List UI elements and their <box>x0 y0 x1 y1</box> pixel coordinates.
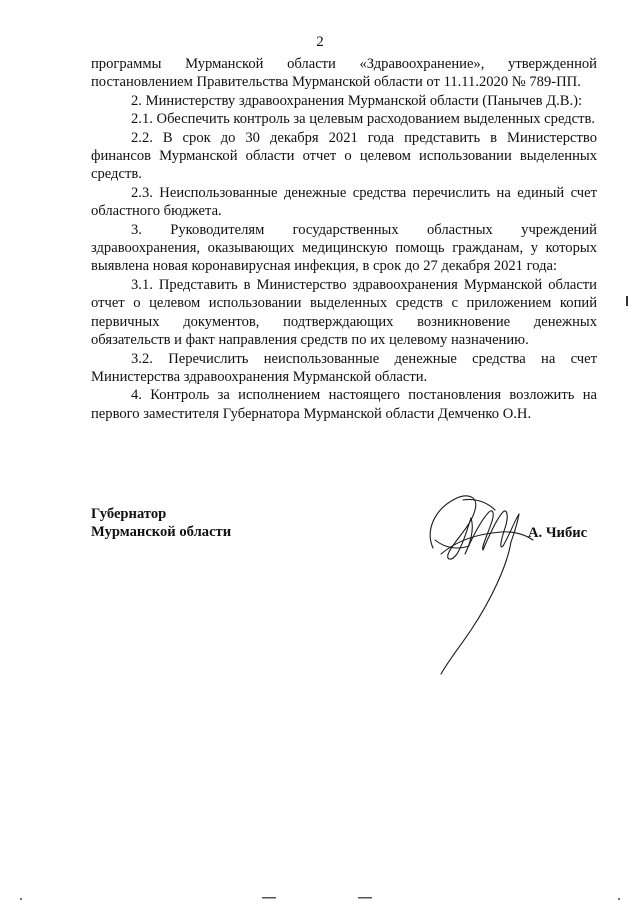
signatory-position-line1: Губернатор <box>91 506 167 522</box>
paragraph-item-4: 4. Контроль за исполнением настоящего постановления возложить на первого заместителя Губернатора Мурманской области Демченко О.Н. <box>91 387 597 422</box>
paragraph-item-2-1: 2.1. Обеспечить контроль за целевым расходованием выделенных средств. <box>131 111 596 128</box>
signatory-position <box>91 505 231 542</box>
paragraph-continuation: программы Мурманской области «Здравоохранение», утвержденной постановлением Правительства Мурманской области от 11.11.2020 № 789-ПП. <box>91 56 597 91</box>
document-body <box>91 55 597 423</box>
paragraph-item-2-2: 2.2. В срок до 30 декабря 2021 года представить в Министерство финансов Мурманской области отчет о целевом использовании выделенных средств. <box>91 129 597 183</box>
page-number: 2 <box>316 34 324 50</box>
paragraph-item-3-2: 3.2. Перечислить неиспользованные денежные средства на счет Министерства здравоохранения Мурманской области. <box>91 350 597 385</box>
handwritten-signature <box>405 470 545 680</box>
paragraph-item-3-1: 3.1. Представить в Министерство здравоохранения Мурманской области отчет о целевом использовании выделенных средств с приложением копий первичных документов, подтверждающих возникновение денежных обязательств и факт направления средств по их целевому назначению. <box>91 276 597 349</box>
paragraph-item-3: 3. Руководителям государственных областных учреждений здравоохранения, оказывающих медицинскую помощь гражданам, у которых выявлена новая коронавирусная инфекция, в срок до 27 декабря 2021 года: <box>91 221 597 275</box>
scan-edge-marks <box>0 896 640 902</box>
signatory-name: А. Чибис <box>528 525 588 541</box>
paragraph-item-2-3: 2.3. Неиспользованные денежные средства перечислить на единый счет областного бюджета. <box>91 184 597 220</box>
margin-mark <box>626 296 628 306</box>
paragraph-item-2: 2. Министерству здравоохранения Мурманской области (Панычев Д.В.): <box>131 92 583 109</box>
signatory-position-line2: Мурманской области <box>91 524 232 541</box>
